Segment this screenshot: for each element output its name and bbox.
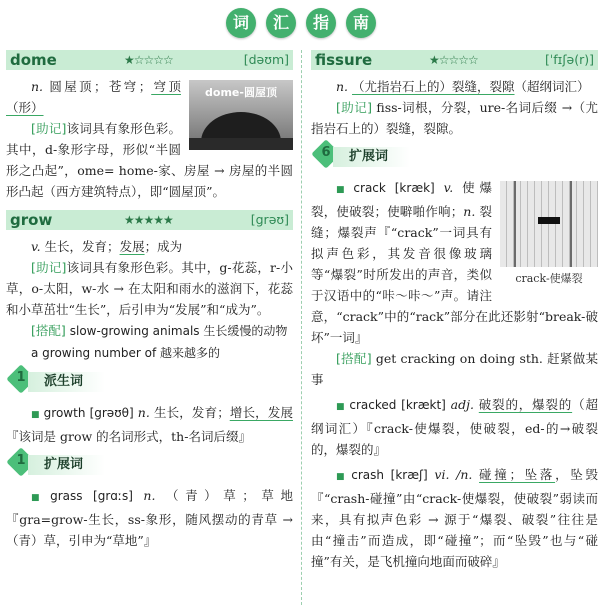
part-of-speech: adj. [450, 397, 474, 412]
dark-mark [538, 217, 560, 224]
sub-entry-grass [6, 485, 293, 551]
sub-entry-crack: ■ crack [kræk] v. 使爆裂，使破裂；使噼啪作响；n. 裂缝；爆裂声『“crack”一词具有拟声色彩，其发音很像玻璃等“爆裂”时所发出的声音，类似于汉语中的“咔～咔～”声。请注意，“crack”中的“rack”部分在此还影射“break-破坏”一词』 [311, 180, 598, 345]
star-rating: ★☆☆☆☆ [124, 53, 173, 67]
memo [311, 97, 598, 139]
section-label: 扩展词 [333, 147, 410, 167]
def-text: 生长，发育； [153, 405, 230, 420]
entry-header-dome [6, 50, 293, 70]
def-text: （超纲词汇） [514, 79, 590, 94]
sub-headword: crack [353, 181, 386, 195]
def-underlined: 穹顶（形） [6, 79, 181, 115]
sub-entry-crash [311, 464, 598, 572]
phonetic: [grɑːs] [93, 489, 133, 503]
memo-tag: [助记] [31, 121, 67, 136]
def-text: ；成为 [144, 239, 183, 254]
image-label: dome-圆屋顶 [205, 86, 277, 99]
bullet-icon: ■ [336, 402, 346, 412]
image-caption: crack-使爆裂 [515, 272, 583, 285]
collocation-tag: [搭配] [336, 351, 372, 366]
section-extended [315, 143, 598, 171]
star-rating: ★☆☆☆☆ [429, 53, 478, 67]
phonetic: [grəʊ] [250, 212, 289, 227]
bullet-icon: ■ [31, 493, 47, 503]
part-of-speech: n. [143, 488, 156, 503]
sub-headword: grass [50, 489, 83, 503]
collocation [311, 348, 598, 390]
def-text: 使爆裂，使破裂；使噼啪作响 [311, 180, 492, 219]
def-underlined: 破裂的，爆裂的 [478, 397, 573, 412]
crack-image [500, 181, 598, 267]
section-number: 1 [10, 451, 32, 477]
def-underlined: 增长，发展 [229, 405, 293, 420]
section-label: 派生词 [28, 372, 105, 392]
definition [311, 76, 598, 97]
sub-headword: growth [43, 406, 86, 420]
definition [6, 236, 293, 257]
headword: dome [10, 51, 57, 69]
section-label: 扩展词 [28, 455, 105, 475]
part-of-speech: n. [137, 405, 150, 420]
column-divider [301, 50, 302, 605]
dome-illustration [189, 80, 293, 150]
memo [6, 257, 293, 320]
part-of-speech: v. [31, 239, 41, 254]
def-text: ，坠毁 [555, 467, 598, 482]
title-char-2: 汇 [266, 8, 296, 38]
part-of-speech: v. [443, 180, 454, 195]
headword: fissure [315, 51, 373, 69]
sub-headword: crash [351, 468, 384, 482]
page-title [0, 8, 602, 38]
title-char-1: 词 [226, 8, 256, 38]
note-text: 『gra=grow-生长，ss-象形，随风摆动的青草 →（青）草，引申为“草地”』 [6, 512, 293, 548]
section-extended [10, 451, 293, 479]
section-number: 1 [10, 368, 32, 394]
section-derived [10, 368, 293, 396]
collocation-text: slow-growing animals 生长缓慢的动物 [69, 324, 288, 338]
part-of-speech: vi. /n. [434, 467, 473, 482]
collocation-text: get cracking on doing sth. 赶紧做某事 [311, 351, 598, 387]
phonetic: [dəʊm] [243, 52, 289, 67]
title-char-3: 指 [306, 8, 336, 38]
tree-trunk [514, 181, 516, 267]
part-of-speech: n. [336, 79, 349, 94]
memo-text: 该词具有象形色彩。其中，d-象形字母，形似“半圆形之凸起”，ome= home-家、房屋 → 房屋的半圆形凸起（西方建筑特点），即“圆屋顶”。 [6, 121, 293, 199]
def-underlined: （尤指岩石上的）裂缝，裂隙 [352, 79, 515, 94]
part-of-speech: n. [463, 204, 476, 219]
memo-text: fiss-词根，分裂，ure-名词后缀 →（尤指岩石上的）裂缝，裂隙。 [311, 100, 598, 136]
note-text: 『“crash-碰撞”由“crack-使爆裂，使破裂”弱读而来，具有拟声色彩 → 源于“爆裂、破裂”往往是由“撞击”而造成，即“碰撞”；而“坠毁”也与“碰撞”有关，是飞机撞向地面而破碎』 [311, 491, 598, 569]
phonetic: [ˈfɪʃə(r)] [544, 52, 594, 67]
def-underlined: 碰撞；坠落 [479, 467, 556, 482]
sub-entry-growth [6, 402, 293, 447]
collocation [6, 342, 293, 364]
sub-headword: cracked [349, 398, 397, 412]
bullet-icon: ■ [31, 410, 40, 420]
tree-trunk [570, 181, 572, 267]
memo-text: 该词具有象形色彩。其中，g-花蕊，r-小草，o-太阳，w-水 → 在太阳和雨水的滋润下，花蕊和小草茁壮“生长”，后引申为“发展”和“成为”。 [6, 260, 293, 317]
headword: grow [10, 211, 53, 229]
bullet-icon: ■ [336, 185, 350, 195]
phonetic: [grəʊθ] [89, 406, 134, 420]
part-of-speech: n. [31, 79, 44, 94]
entry-header-fissure [311, 50, 598, 70]
collocation-text: a growing number of 越来越多的 [31, 346, 221, 360]
building-base [189, 138, 293, 150]
note-text: （超纲词汇）『crack-使爆裂，使破裂，ed-的→破裂的，爆裂的』 [311, 397, 598, 457]
phonetic: [krækt] [401, 398, 446, 412]
star-rating: ★★★★★ [124, 213, 173, 227]
def-text: 生长，发育； [44, 239, 120, 254]
bullet-icon: ■ [336, 472, 348, 482]
note-text: ；爆裂声『“crack”一词具有拟声色彩，其发音很像玻璃等“爆裂”时所发出的声音，类似于汉语中的“咔～咔～”声。请注意，“crack”中的“rack”部分在此还影射“break-破坏”一词』 [311, 225, 598, 345]
def-underlined: 发展 [119, 239, 145, 254]
crack-illustration [500, 181, 598, 286]
right-column [311, 50, 598, 572]
entry-header-grow [6, 210, 293, 230]
def-text: 裂缝 [311, 204, 492, 240]
left-column [6, 50, 293, 551]
sub-entry-cracked [311, 394, 598, 460]
memo-tag: [助记] [31, 260, 67, 275]
def-text: （青）草；草地 [166, 488, 293, 503]
note-text: 『该词是 grow 的名词形式，th-名词后缀』 [6, 429, 251, 444]
section-number: 6 [315, 143, 337, 169]
phonetic: [kræʃ] [390, 468, 428, 482]
title-char-4: 南 [346, 8, 376, 38]
def-text: 圆屋顶；苍穹； [49, 79, 152, 94]
memo-tag: [助记] [336, 100, 372, 115]
phonetic: [kræk] [394, 181, 435, 195]
collocation [6, 320, 293, 342]
collocation-tag: [搭配] [31, 323, 66, 338]
